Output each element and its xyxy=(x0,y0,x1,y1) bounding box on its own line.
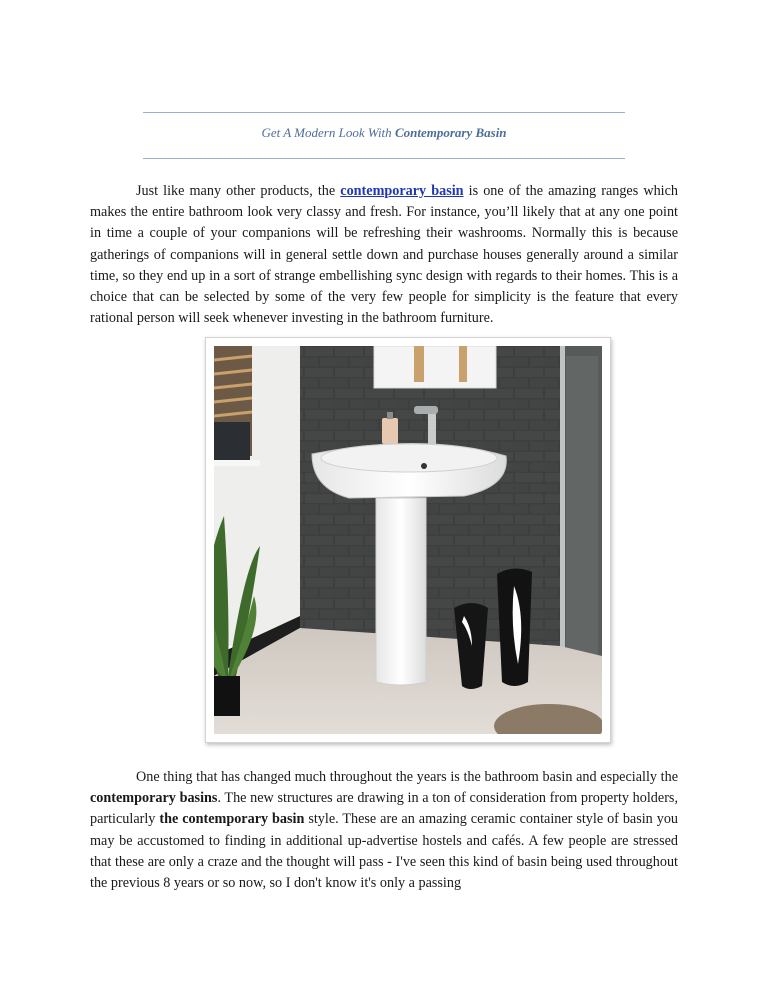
bold-the-contemporary-basin: the contemporary basin xyxy=(159,811,305,828)
mirror xyxy=(374,346,496,388)
intro-text-rest: is one of the amazing ranges which makes the entire bathroom look very classy and fresh. For instance, you’ll likely that at any one point in time a couple of your companions will be refreshing their washrooms. Normally this is because gatherings of companions will in general settle down and purchase houses generally around a similar time, so they end up in a sort of strange embellishing sync design with regards to their homes. This is a choice that can be selected by some of the very few people for simplicity is the feature that every rational person will seek whenever investing in the bathroom furniture. xyxy=(90,183,679,327)
window-glass xyxy=(214,422,250,462)
heading-rule-bottom xyxy=(143,158,625,159)
page-title xyxy=(0,125,768,141)
body-text-2: . The new structures are drawing in a ton of consideration from property holders, particularly xyxy=(90,790,678,828)
title-emphasis: Contemporary Basin xyxy=(394,125,507,140)
title-prefix: Get A Modern Look With xyxy=(261,125,395,140)
body-paragraph xyxy=(90,767,678,894)
bathroom-illustration xyxy=(214,346,602,734)
body-text-3: style. These are an amazing ceramic container style of basin you may be accustomed to finding in additional up-advertise hostels and cafés. A few people are stressed that these are only a craze and the thought will pass - I've seen this kind of basin being used throughout the previous 8 years or so now, so I don't know it's only a passing xyxy=(90,811,679,892)
basin-pedestal xyxy=(376,498,426,685)
soap-dispenser xyxy=(382,418,398,444)
bold-contemporary-basins: contemporary basins xyxy=(90,790,218,807)
body-text-1: One thing that has changed much throughout the years is the bathroom basin and especially the xyxy=(136,769,678,785)
contemporary-basin-link[interactable]: contemporary basin xyxy=(340,183,464,199)
intro-text-start: Just like many other products, the xyxy=(136,183,341,199)
heading-rule-top xyxy=(143,112,625,113)
plant-pot xyxy=(214,676,240,716)
bathroom-photo xyxy=(205,337,611,743)
intro-paragraph xyxy=(90,181,678,329)
